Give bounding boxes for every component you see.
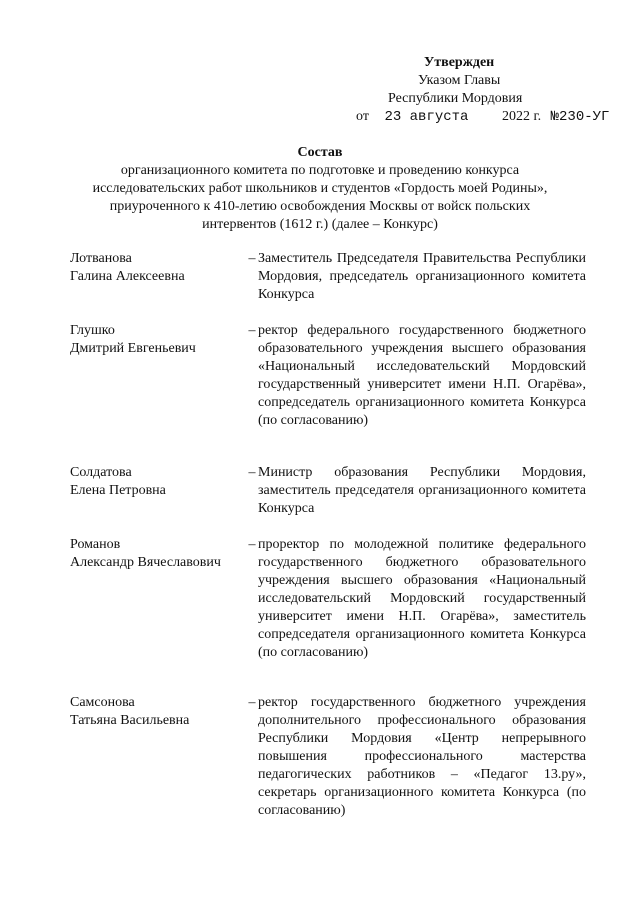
member-surname: Лотванова <box>70 251 132 266</box>
member-dash: – <box>248 537 256 552</box>
member-given-name: Елена Петровна <box>70 483 166 498</box>
member-name <box>70 694 250 730</box>
approval-from: от <box>356 109 369 124</box>
member-role: ректор федерального государственного бюджетного образовательного учреждения высшего образования «Национальный исследовательский Мордовский государственный университет имени Н.П. Огарёва», сопредседатель организационного комитета Конкурса (по согласованию) <box>258 323 586 428</box>
member-name <box>70 322 250 358</box>
member-surname: Глушко <box>70 323 115 338</box>
approval-title: Утвержден <box>424 55 495 70</box>
member-role: Министр образования Республики Мордовия, заместитель председателя организационного комитета Конкурса <box>258 465 586 516</box>
member-surname: Романов <box>70 537 121 552</box>
heading-line-3: приуроченного к 410-летию освобождения Москвы от войск польских <box>109 199 531 214</box>
member-given-name: Татьяна Васильевна <box>70 713 190 728</box>
approval-number: №230-УГ <box>550 109 610 125</box>
member-name <box>70 464 250 500</box>
member-dash: – <box>248 695 256 710</box>
member-dash: – <box>248 251 256 266</box>
approval-line-republic: Республики Мордовия <box>388 91 523 106</box>
document-heading <box>60 144 580 234</box>
approval-line-decree: Указом Главы <box>418 73 501 88</box>
heading-line-1: организационного комитета по подготовке и проведению конкурса <box>120 163 520 178</box>
member-surname: Самсонова <box>70 695 135 710</box>
heading-title: Состав <box>297 145 343 160</box>
member-dash: – <box>248 465 256 480</box>
member-given-name: Дмитрий Евгеньевич <box>70 341 196 356</box>
member-role: ректор государственного бюджетного учреждения дополнительного профессионального образования Республики Мордовия «Центр непрерывного повышения профессионального мастерства педагогических работников – «Педагог 13.ру», секретарь организационного комитета Конкурса (по согласованию) <box>258 695 586 818</box>
member-dash: – <box>248 323 256 338</box>
member-role: Заместитель Председателя Правительства Республики Мордовия, председатель организационного комитета Конкурса <box>258 251 586 302</box>
approval-date-line <box>356 108 609 126</box>
approval-year: 2022 г. <box>501 109 542 124</box>
member-name <box>70 250 250 286</box>
approval-date: 23 августа <box>384 109 469 125</box>
member-given-name: Александр Вячеславович <box>70 555 221 570</box>
member-surname: Солдатова <box>70 465 132 480</box>
heading-line-2: исследовательских работ школьников и студентов «Гордость моей Родины», <box>92 181 548 196</box>
member-name <box>70 536 250 572</box>
member-given-name: Галина Алексеевна <box>70 269 185 284</box>
member-role: проректор по молодежной политике федерального государственного бюджетного образовательного учреждения высшего образования «Национальный исследовательский Мордовский государственный университет имени Н.П. Огарёва», заместитель сопредседателя организационного комитета Конкурса (по согласованию) <box>258 537 586 660</box>
heading-line-4: интервентов (1612 г.) (далее – Конкурс) <box>202 217 438 232</box>
